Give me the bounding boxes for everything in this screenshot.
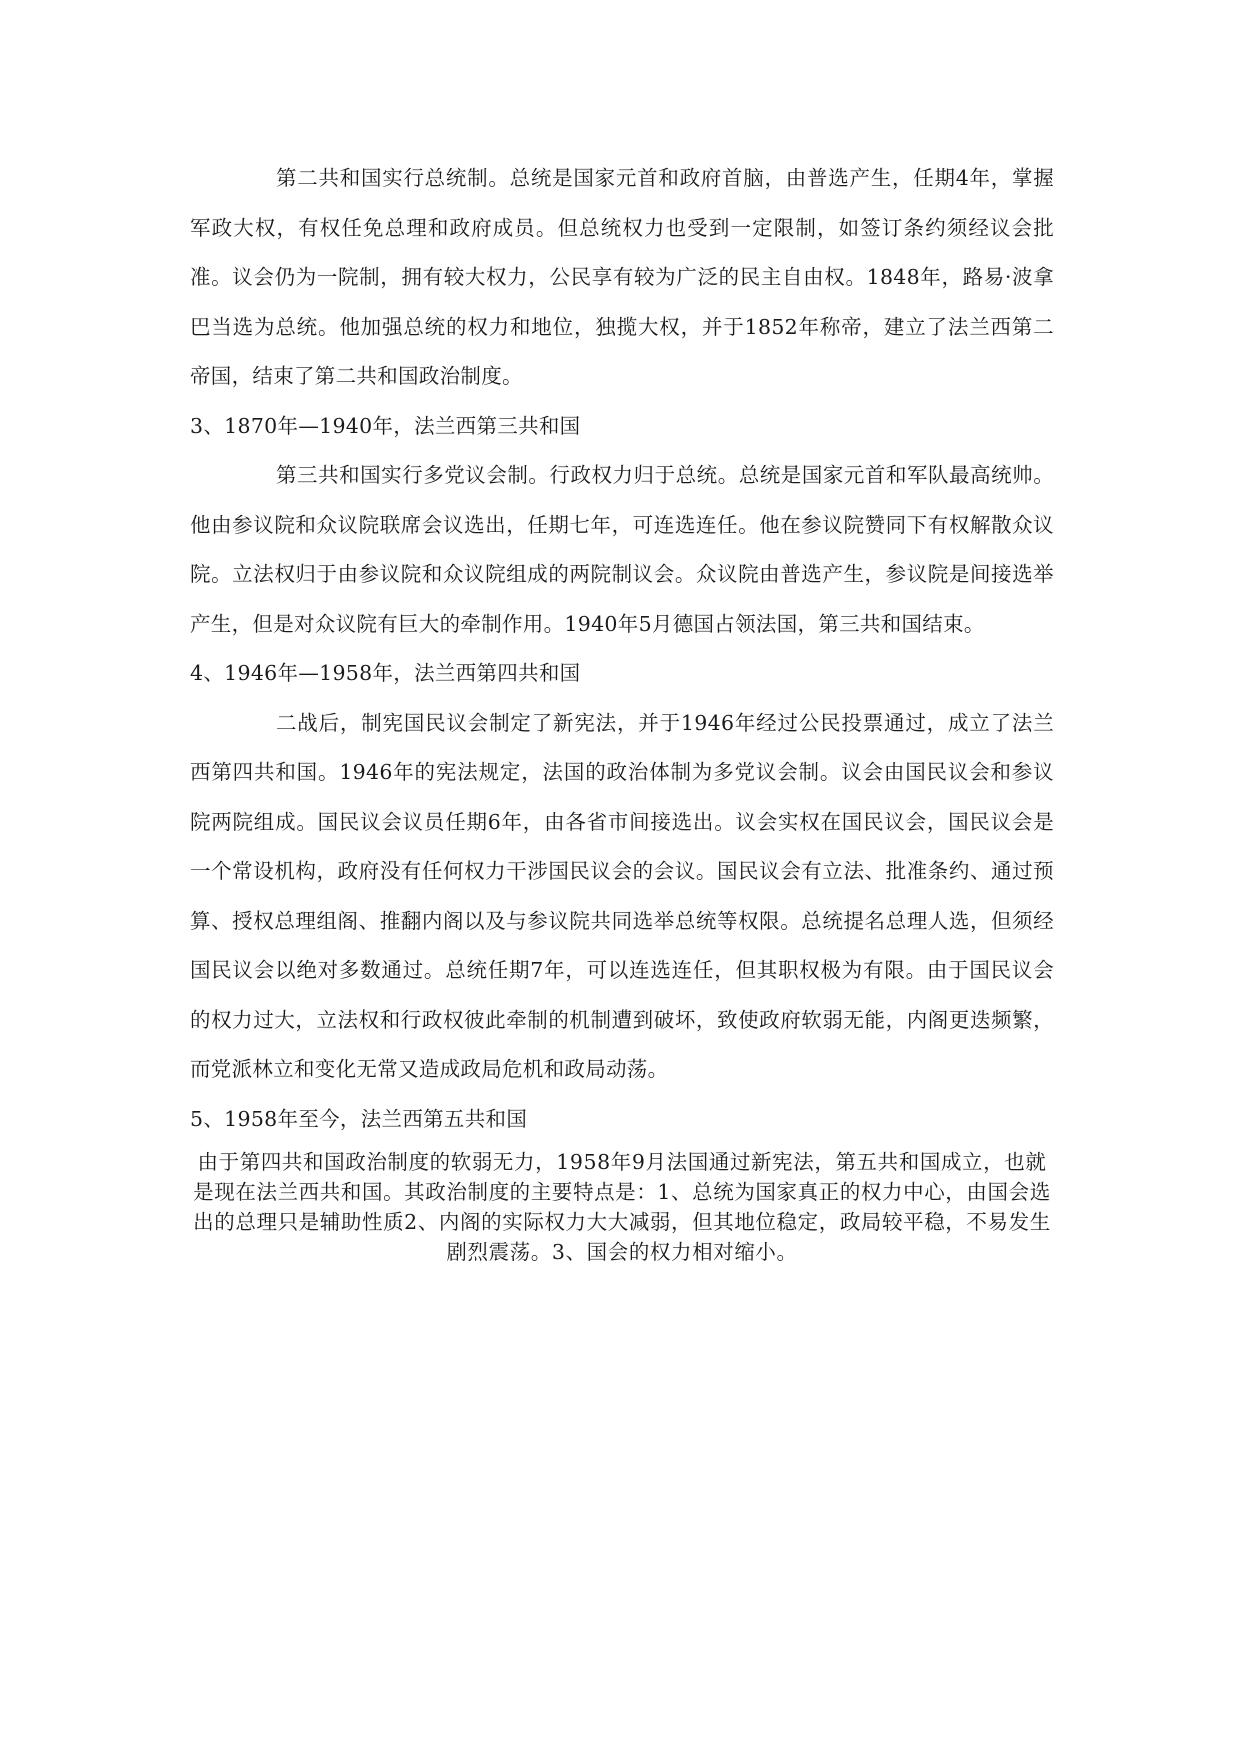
paragraph-second-republic: 第二共和国实行总统制。总统是国家元首和政府首脑，由普选产生，任期4年，掌握军政大权，有权任免总理和政府成员。但总统权力也受到一定限制，如签订条约须经议会批准。议会仍为一院制，拥有较大权力，公民享有较为广泛的民主自由权。1848年，路易·波拿巴当选为总统。他加强总统的权力和地位，独揽大权，并于1852年称帝，建立了法兰西第二帝国，结束了第二共和国政治制度。 xyxy=(190,166,1054,388)
paragraph-fourth-republic: 二战后，制宪国民议会制定了新宪法，并于1946年经过公民投票通过，成立了法兰西第四共和国。1946年的宪法规定，法国的政治体制为多党议会制。议会由国民议会和参议院两院组成。国民议会议员任期6年，由各省市间接选出。议会实权在国民议会，国民议会是一个常设机构，政府没有任何权力干涉国民议会的会议。国民议会有立法、批准条约、通过预算、授权总理组阁、推翻内阁以及与参议院共同选举总统等权限。总统提名总理人选，但须经国民议会以绝对多数通过。总统任期7年，可以连选连任，但其职权极为有限。由于国民议会的权力过大，立法权和行政权彼此牵制的机制遭到破坏，致使政府软弱无能，内阁更迭频繁，而党派林立和变化无常又造成政局危机和政局动荡。 xyxy=(190,710,1054,1081)
paragraph-third-republic: 第三共和国实行多党议会制。行政权力归于总统。总统是国家元首和军队最高统帅。他由参议院和众议院联席会议选出，任期七年，可连选连任。他在参议院赞同下有权解散众议院。立法权归于由参议院和众议院组成的两院制议会。众议院由普选产生，参议院是间接选举产生，但是对众议院有巨大的牵制作用。1940年5月德国占领法国，第三共和国结束。 xyxy=(190,463,1054,636)
paragraph-fifth-republic: 由于第四共和国政治制度的软弱无力，1958年9月法国通过新宪法，第五共和国成立，也就是现在法兰西共和国。其政治制度的主要特点是：1、总统为国家真正的权力中心，由国会选出的总理只是辅助性质2、内阁的实际权力大大减弱，但其地位稳定，政局较平稳，不易发生剧烈震荡。3、国会的权力相对缩小。 xyxy=(193,1150,1051,1264)
heading-third-republic: 3、1870年—1940年，法兰西第三共和国 xyxy=(190,413,581,438)
document-body xyxy=(190,154,1054,1267)
heading-fifth-republic: 5、1958年至今，法兰西第五共和国 xyxy=(190,1106,528,1131)
heading-fourth-republic: 4、1946年—1958年，法兰西第四共和国 xyxy=(190,661,581,685)
